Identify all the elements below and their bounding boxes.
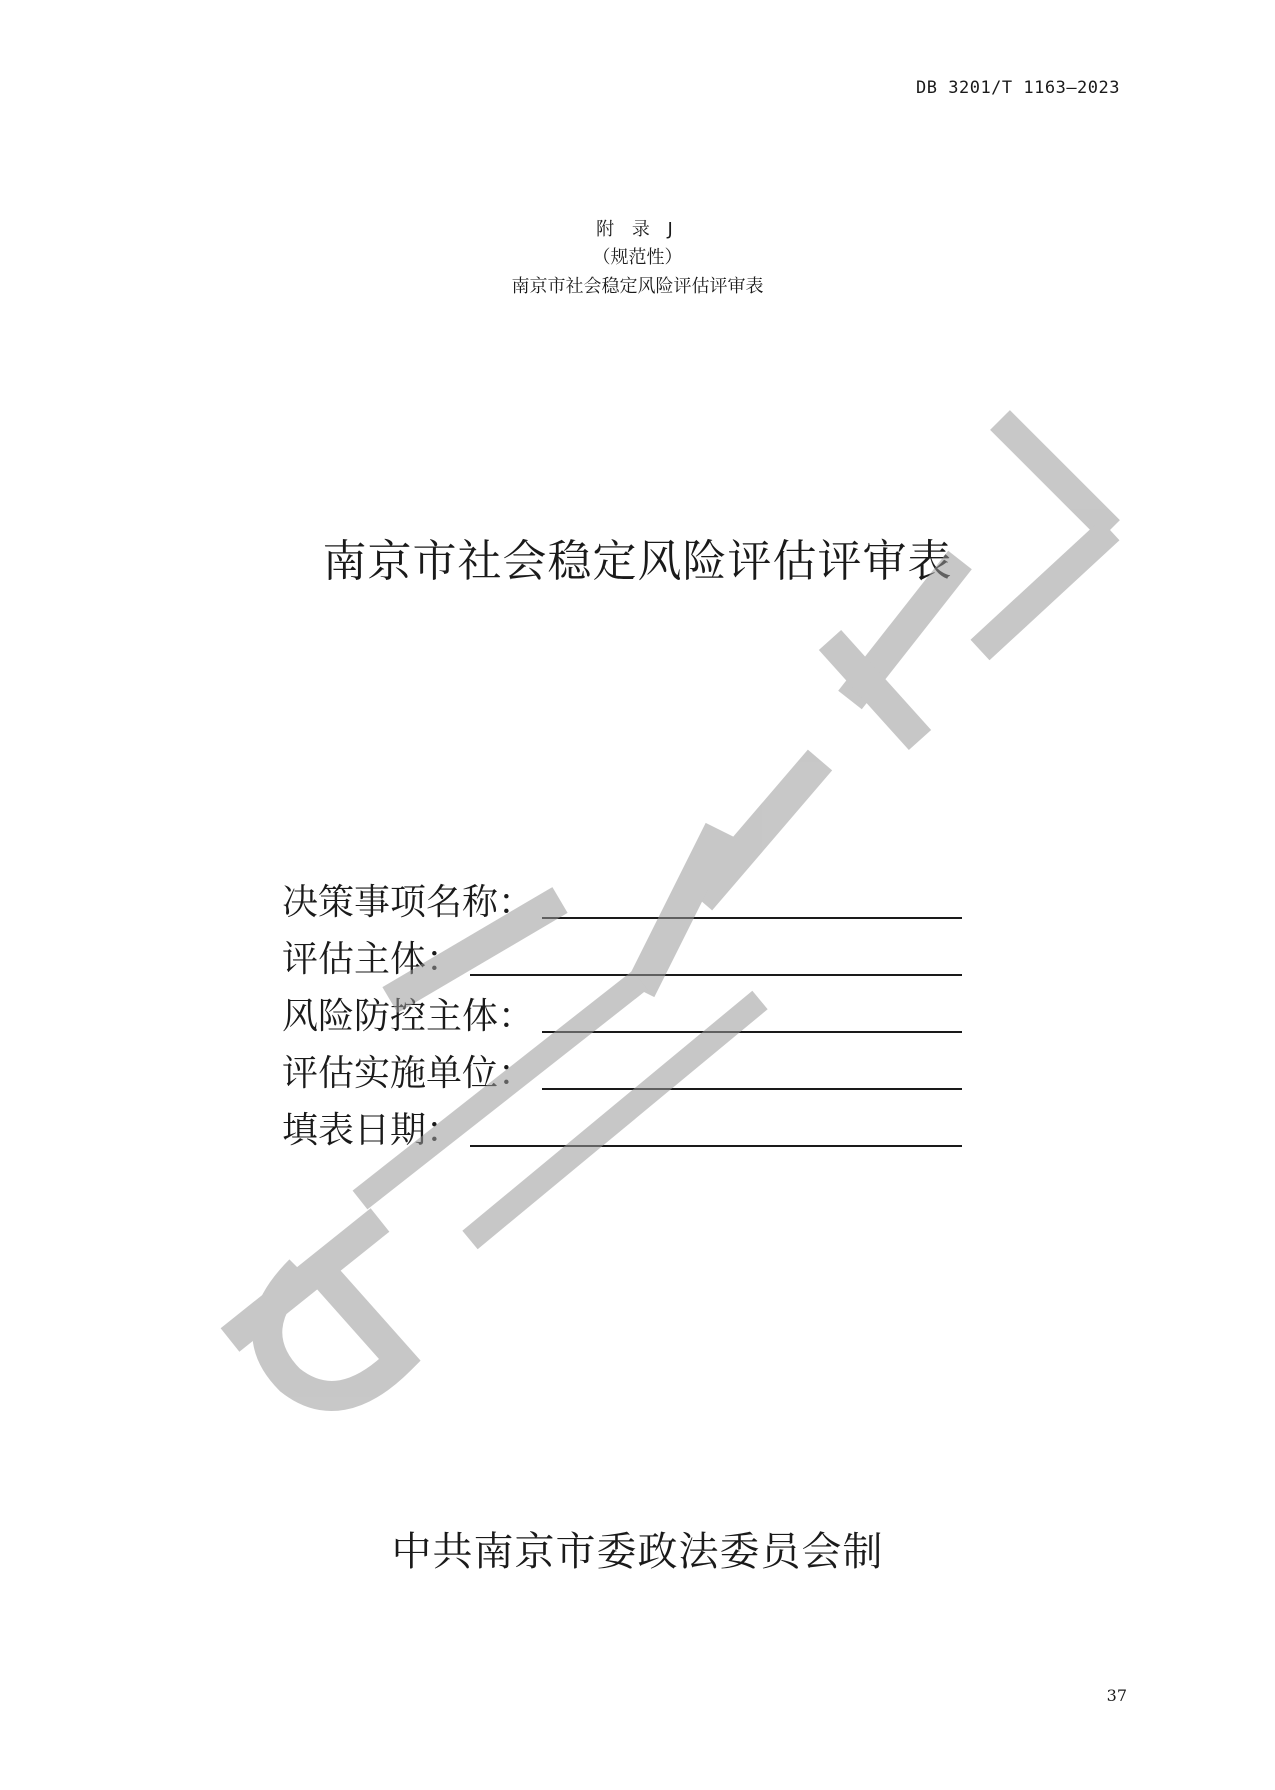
cover-title: 南京市社会稳定风险评估评审表 [322,536,953,587]
watermark-stroke [830,640,920,740]
appendix-label: 附 录 J [596,219,679,240]
appendix-title: 南京市社会稳定风险评估评审表 [511,276,764,297]
field-row-fill-date [282,1096,962,1153]
field-row-implementing-unit [282,1039,962,1096]
field-label: 评估主体： [282,939,463,980]
field-label: 填表日期： [282,1110,463,1151]
field-row-risk-control-body [282,982,962,1039]
field-label: 评估实施单位： [282,1053,535,1094]
field-label: 风险防控主体： [282,996,535,1037]
standard-code: DB 3201/T 1163—2023 [916,78,1120,98]
field-blank-line[interactable] [542,915,962,919]
appendix-nature: （规范性） [592,247,683,268]
issuer: 中共南京市委政法委员会制 [391,1529,884,1575]
field-row-decision-item [282,868,962,925]
field-label: 决策事项名称： [282,882,535,923]
field-row-assessment-body [282,925,962,982]
field-blank-line[interactable] [542,1029,962,1033]
watermark-stroke [230,1220,380,1340]
field-blank-line[interactable] [542,1086,962,1090]
watermark-stroke [267,1270,400,1396]
field-blank-line[interactable] [470,972,962,976]
field-blank-line[interactable] [470,1143,962,1147]
page-number: 37 [1106,1686,1127,1705]
watermark-stroke [1000,420,1110,530]
cover-form [282,868,962,1153]
